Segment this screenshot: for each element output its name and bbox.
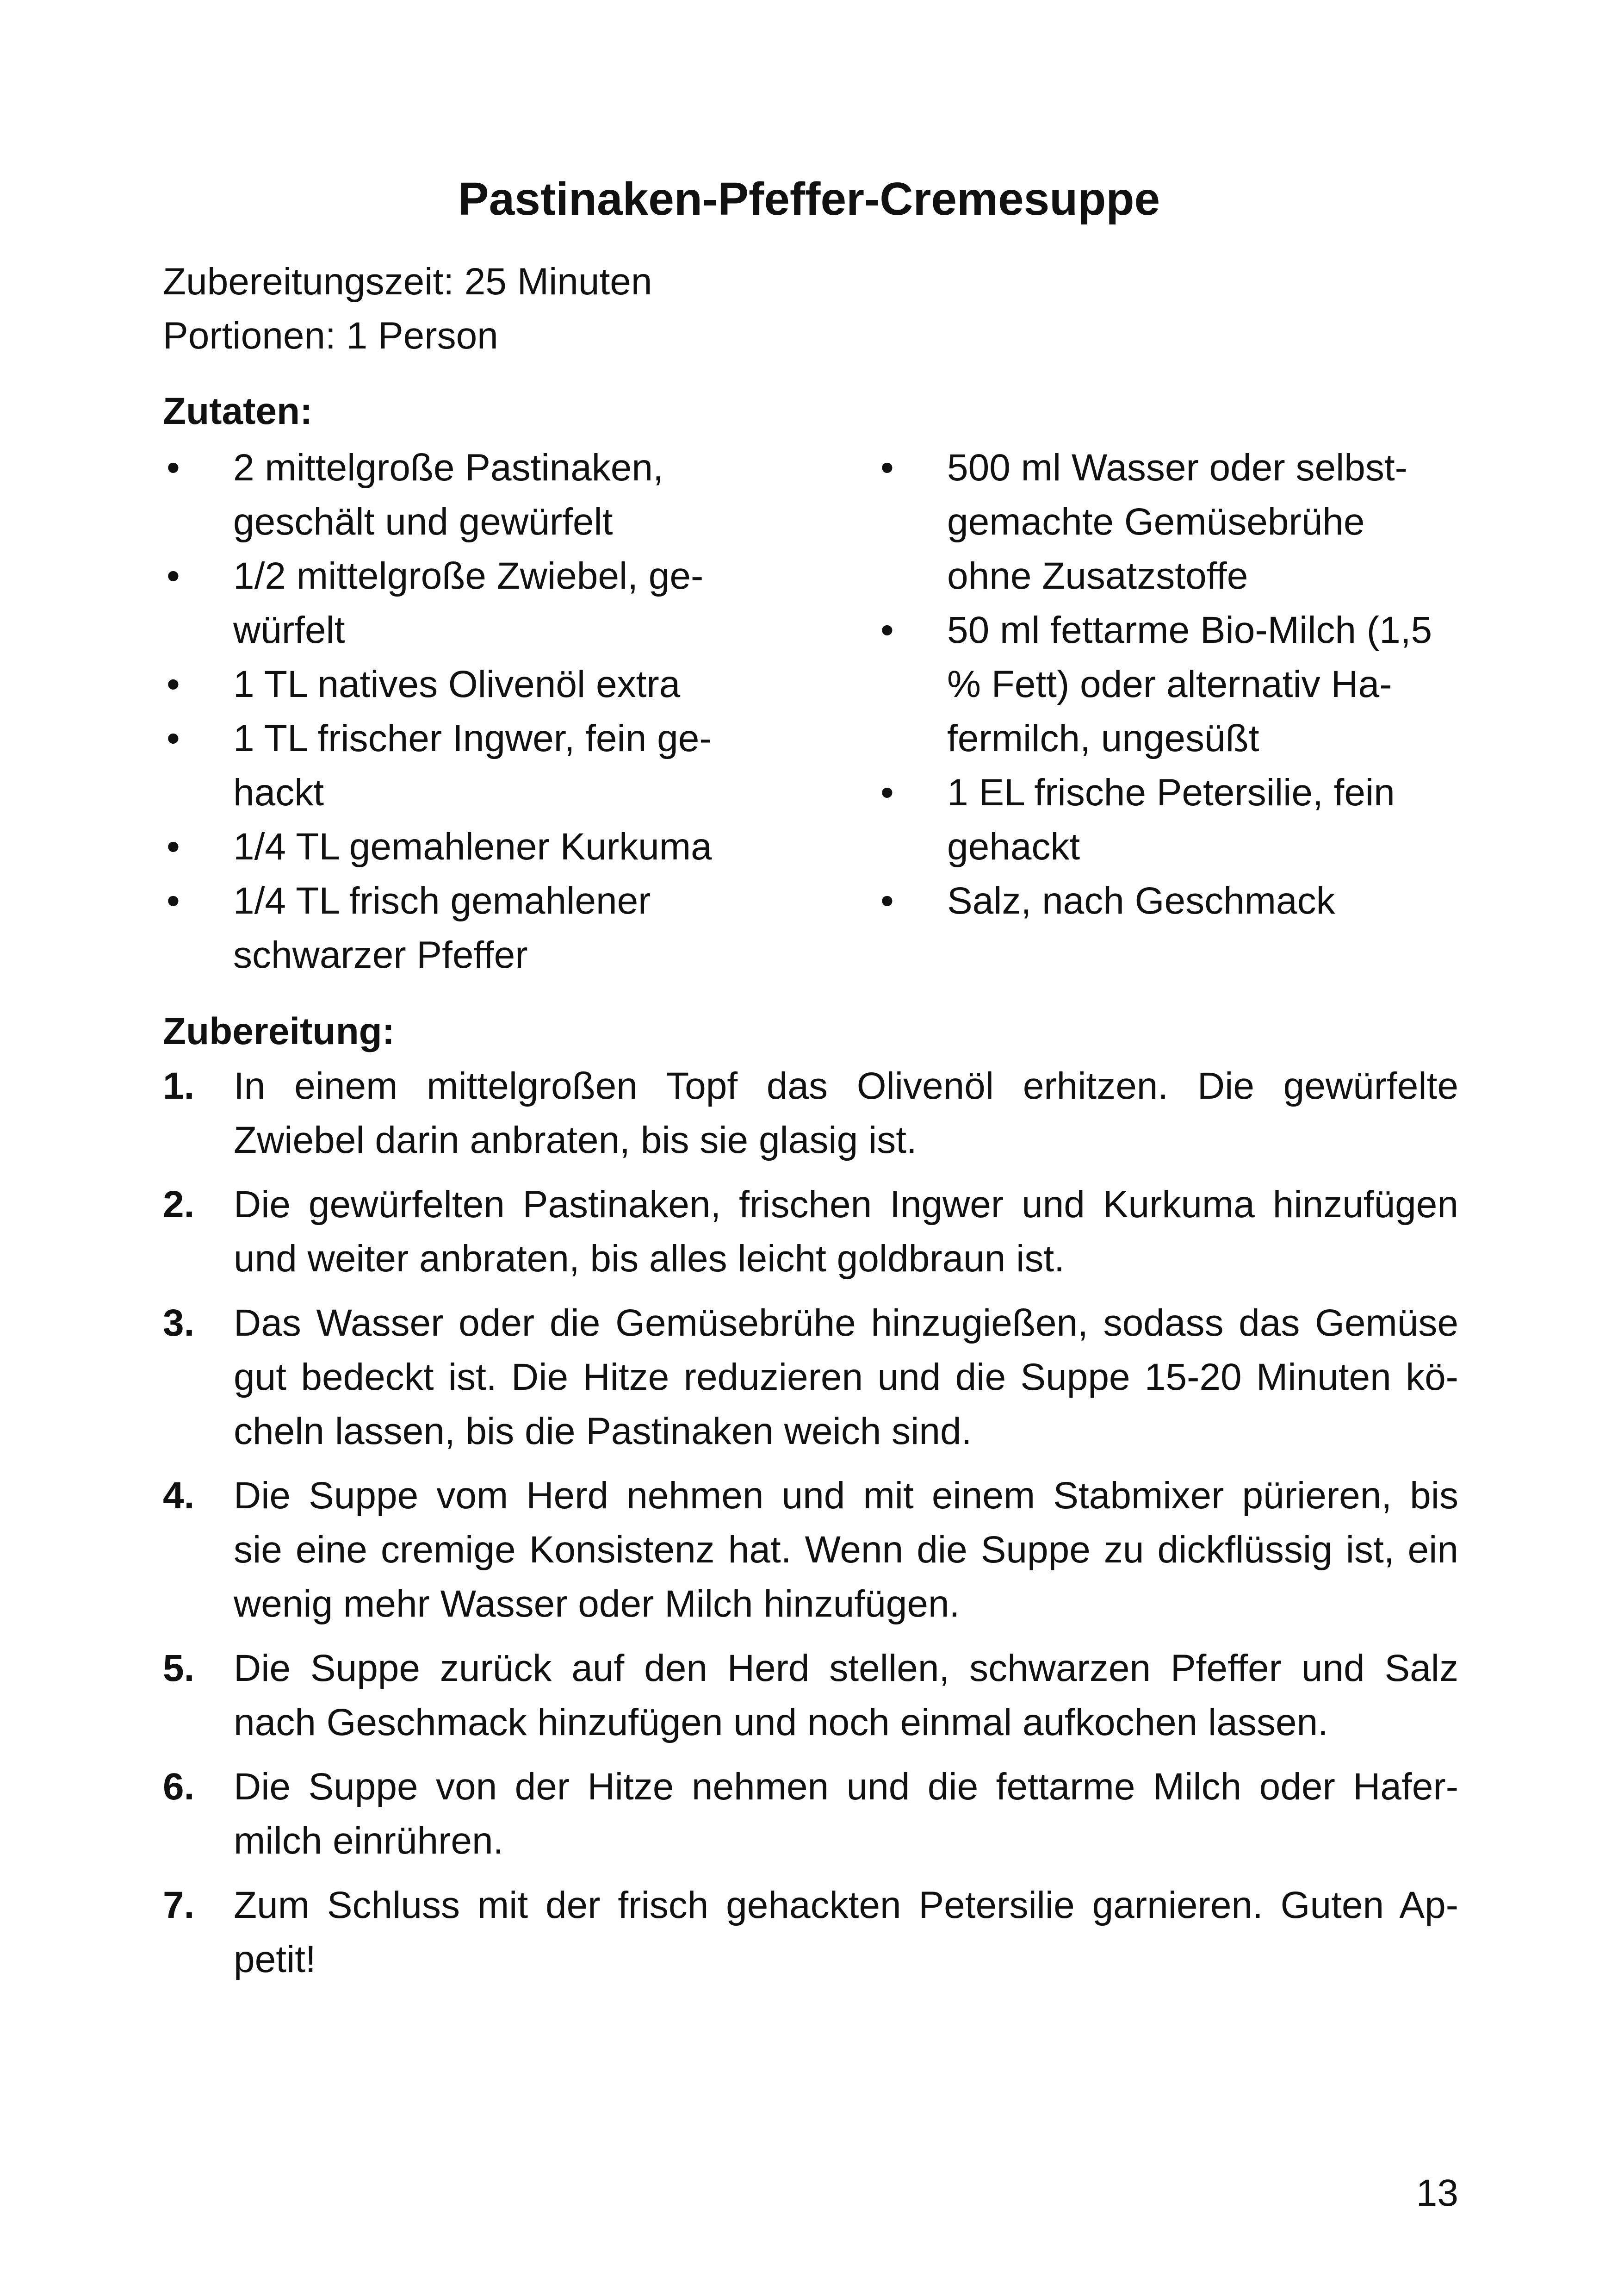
ingredient-item bbox=[163, 549, 774, 657]
ingredient-item bbox=[163, 820, 774, 874]
ingredient-line: hackt bbox=[233, 772, 324, 814]
step-text-line: Die Suppe zurück auf den Herd stellen, schwarzen Pfeffer und Salz bbox=[234, 1647, 1458, 1689]
step-item bbox=[163, 1296, 1458, 1458]
step-number: 6. bbox=[163, 1766, 195, 1808]
ingredient-item bbox=[877, 765, 1474, 874]
bullet-icon: • bbox=[167, 717, 180, 759]
ingredients-heading: Zutaten: bbox=[163, 390, 313, 432]
ingredient-line: 50 ml fettarme Bio-Milch (1,5 bbox=[947, 609, 1432, 651]
ingredient-line: fermilch, ungesüßt bbox=[947, 717, 1259, 759]
step-number: 2. bbox=[163, 1183, 195, 1226]
step-text-line: Zwiebel darin anbraten, bis sie glasig ist. bbox=[234, 1119, 917, 1161]
step-text-line: Die Suppe von der Hitze nehmen und die fettarme Milch oder Hafer- bbox=[234, 1766, 1458, 1808]
bullet-icon: • bbox=[167, 826, 180, 868]
step-text-line: petit! bbox=[234, 1938, 316, 1980]
ingredient-item bbox=[877, 874, 1474, 928]
steps-heading: Zubereitung: bbox=[163, 1010, 395, 1052]
ingredient-line: 1/4 TL frisch gemahlener bbox=[233, 880, 651, 922]
step-text-line: In einem mittelgroßen Topf das Olivenöl erhitzen. Die gewürfelte bbox=[234, 1065, 1458, 1107]
bullet-icon: • bbox=[167, 663, 180, 705]
step-text-line: cheln lassen, bis die Pastinaken weich sind. bbox=[234, 1410, 972, 1452]
step-text-line: Zum Schluss mit der frisch gehackten Petersilie garnieren. Guten Ap- bbox=[234, 1884, 1458, 1926]
steps-list bbox=[163, 1059, 1458, 1997]
step-text-line: Die Suppe vom Herd nehmen und mit einem Stabmixer pürieren, bis bbox=[234, 1475, 1458, 1517]
ingredient-line: 1/4 TL gemahlener Kurkuma bbox=[233, 826, 712, 868]
ingredient-item bbox=[163, 711, 774, 820]
step-text-line: sie eine cremige Konsistenz hat. Wenn die Suppe zu dickflüssig ist, ein bbox=[234, 1529, 1458, 1571]
ingredient-line: 2 mittelgroße Pastinaken, bbox=[233, 447, 663, 489]
step-text-line: wenig mehr Wasser oder Milch hinzufügen. bbox=[234, 1583, 960, 1625]
ingredient-line: gemachte Gemüsebrühe bbox=[947, 501, 1365, 543]
step-text-line: milch einrühren. bbox=[234, 1820, 504, 1862]
prep-time: Zubereitungszeit: 25 Minuten bbox=[163, 261, 652, 303]
ingredient-line: gehackt bbox=[947, 826, 1080, 868]
bullet-icon: • bbox=[880, 447, 894, 489]
bullet-icon: • bbox=[167, 555, 180, 597]
step-text-line: nach Geschmack hinzufügen und noch einmal aufkochen lassen. bbox=[234, 1701, 1328, 1743]
step-number: 5. bbox=[163, 1647, 195, 1689]
ingredients-list-right bbox=[877, 441, 1474, 928]
step-number: 4. bbox=[163, 1475, 195, 1517]
step-number: 7. bbox=[163, 1884, 195, 1926]
ingredient-line: würfelt bbox=[233, 609, 345, 651]
step-item bbox=[163, 1878, 1458, 1986]
ingredient-line: 1/2 mittelgroße Zwiebel, ge- bbox=[233, 555, 704, 597]
step-item bbox=[163, 1760, 1458, 1868]
ingredient-item bbox=[877, 441, 1474, 603]
step-text-line: Die gewürfelten Pastinaken, frischen Ingwer und Kurkuma hinzufügen bbox=[234, 1183, 1458, 1226]
ingredient-line: 1 TL frischer Ingwer, fein ge- bbox=[233, 717, 712, 759]
ingredient-item bbox=[163, 874, 774, 982]
bullet-icon: • bbox=[880, 772, 894, 814]
bullet-icon: • bbox=[167, 447, 180, 489]
ingredient-line: ohne Zusatzstoffe bbox=[947, 555, 1248, 597]
step-item bbox=[163, 1468, 1458, 1631]
ingredient-item bbox=[163, 657, 774, 711]
ingredient-line: 1 TL natives Olivenöl extra bbox=[233, 663, 681, 705]
step-text-line: gut bedeckt ist. Die Hitze reduzieren und die Suppe 15-20 Minuten kö- bbox=[234, 1356, 1458, 1398]
recipe-title: Pastinaken-Pfeffer-Cremesuppe bbox=[458, 173, 1160, 225]
ingredient-line: % Fett) oder alternativ Ha- bbox=[947, 663, 1392, 705]
step-number: 3. bbox=[163, 1302, 195, 1344]
portions: Portionen: 1 Person bbox=[163, 315, 498, 357]
ingredient-line: schwarzer Pfeffer bbox=[233, 934, 528, 976]
step-text-line: Das Wasser oder die Gemüsebrühe hinzugießen, sodass das Gemüse bbox=[234, 1302, 1458, 1344]
step-item bbox=[163, 1059, 1458, 1167]
recipe-meta bbox=[163, 255, 652, 363]
ingredient-item bbox=[163, 441, 774, 549]
ingredient-line: 1 EL frische Petersilie, fein bbox=[947, 772, 1395, 814]
bullet-icon: • bbox=[167, 880, 180, 922]
step-item bbox=[163, 1641, 1458, 1749]
bullet-icon: • bbox=[880, 609, 894, 651]
bullet-icon: • bbox=[880, 880, 894, 922]
step-item bbox=[163, 1177, 1458, 1286]
ingredient-line: geschält und gewürfelt bbox=[233, 501, 613, 543]
page-number: 13 bbox=[1416, 2172, 1458, 2214]
step-number: 1. bbox=[163, 1065, 195, 1107]
ingredients-list-left bbox=[163, 441, 774, 982]
ingredient-line: 500 ml Wasser oder selbst- bbox=[947, 447, 1407, 489]
step-text-line: und weiter anbraten, bis alles leicht goldbraun ist. bbox=[234, 1238, 1065, 1280]
ingredient-item bbox=[877, 603, 1474, 765]
ingredient-line: Salz, nach Geschmack bbox=[947, 880, 1335, 922]
